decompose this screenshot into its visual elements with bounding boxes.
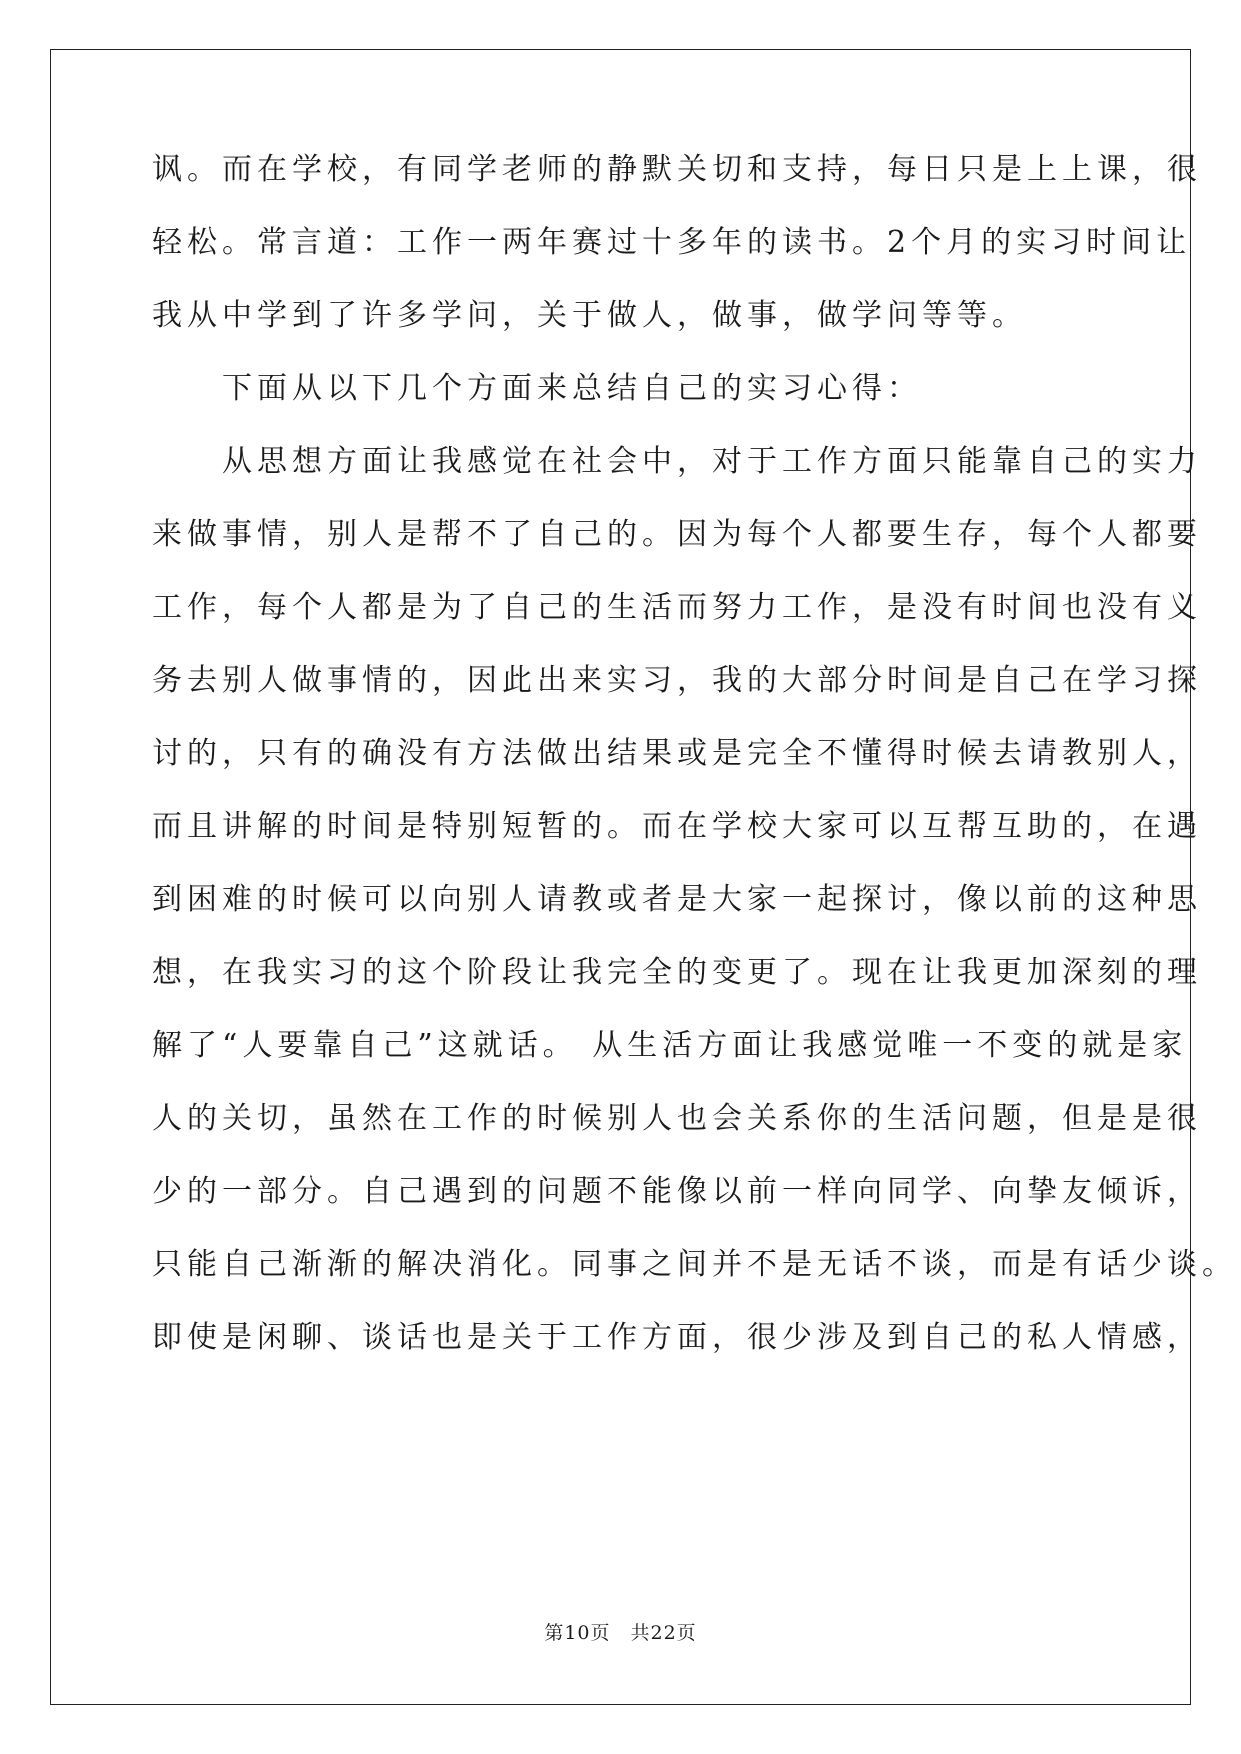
text-line: 即使是闲聊、谈话也是关于工作方面，很少涉及到自己的私人情感， xyxy=(152,1320,1202,1355)
text-line: 想，在我实习的这个阶段让我完全的变更了。现在让我更加深刻的理 xyxy=(152,955,1202,990)
text-line: 而且讲解的时间是特别短暂的。而在学校大家可以互帮互助的，在遇 xyxy=(152,809,1202,844)
text-line: 只能自己渐渐的解决消化。同事之间并不是无话不谈，而是有话少谈。 xyxy=(152,1247,1237,1282)
page-number: 第10页 xyxy=(544,1622,611,1644)
text-line: 少的一部分。自己遇到的问题不能像以前一样向同学、向挚友倾诉， xyxy=(152,1174,1202,1209)
text-line: 我从中学到了许多学问，关于做人，做事，做学问等等。 xyxy=(152,298,1027,333)
text-line: 讨的，只有的确没有方法做出结果或是完全不懂得时候去请教别人， xyxy=(152,736,1202,771)
text-line: 人的关切，虽然在工作的时候别人也会关系你的生活问题，但是是很 xyxy=(152,1101,1202,1136)
text-line: 轻松。常言道：工作一两年赛过十多年的读书。2个月的实习时间让 xyxy=(152,225,1192,260)
text-line: 来做事情，别人是帮不了自己的。因为每个人都要生存，每个人都要 xyxy=(152,517,1202,552)
text-line: 下面从以下几个方面来总结自己的实习心得： xyxy=(152,371,922,406)
text-line: 到困难的时候可以向别人请教或者是大家一起探讨，像以前的这种思 xyxy=(152,882,1202,917)
page-total: 共22页 xyxy=(630,1622,697,1644)
text-line: 务去别人做事情的，因此出来实习，我的大部分时间是自己在学习探 xyxy=(152,663,1202,698)
page-footer xyxy=(0,1621,1241,1645)
text-line: 解了“人要靠自己”这就话。 从生活方面让我感觉唯一不变的就是家 xyxy=(152,1028,1188,1063)
text-line: 讽。而在学校，有同学老师的静默关切和支持，每日只是上上课，很 xyxy=(152,152,1202,187)
text-line: 从思想方面让我感觉在社会中，对于工作方面只能靠自己的实力 xyxy=(152,444,1202,479)
text-line: 工作，每个人都是为了自己的生活而努力工作，是没有时间也没有义 xyxy=(152,590,1202,625)
